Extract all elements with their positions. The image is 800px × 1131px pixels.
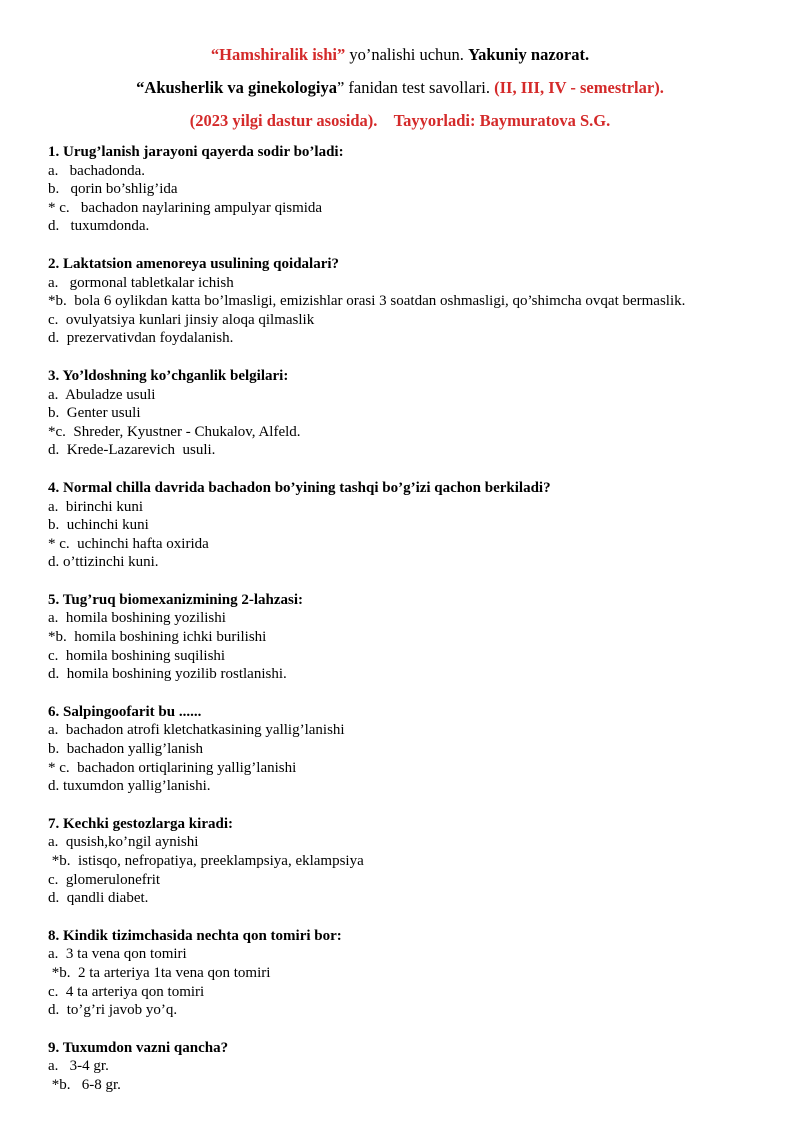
question-title: 3. Yo’ldoshning ko’chganlik belgilari: <box>48 367 289 384</box>
answer-option: *b. 6-8 gr. <box>48 1076 121 1093</box>
answer-option: d. homila boshining yozilib rostlanishi. <box>48 666 287 683</box>
program-year: (2023 yilgi dastur asosida). <box>189 111 378 130</box>
answer-option: *b. 2 ta arteriya 1ta vena qon tomiri <box>48 964 271 981</box>
header-text: fanidan test savollari. <box>344 78 495 97</box>
question-title: 9. Tuxumdon vazni qancha? <box>48 1039 229 1056</box>
answer-option: c. glomerulonefrit <box>48 871 161 888</box>
answer-option: * c. bachadon naylarining ampulyar qismida <box>48 199 323 216</box>
semesters: (II, III, IV - semestrlar). <box>494 78 664 97</box>
exam-type: Yakuniy nazorat. <box>468 45 590 64</box>
author: Tayyorladi: Baymuratova S.G. <box>377 111 611 130</box>
header-line-3 <box>0 111 800 131</box>
answer-option: d. Krede-Lazarevich usuli. <box>48 442 216 459</box>
answer-option: * c. bachadon ortiqlarining yallig’lanishi <box>48 759 297 776</box>
question-block <box>48 367 788 460</box>
question-block <box>48 479 788 572</box>
question-title: 2. Laktatsion amenoreya usulining qoidalari? <box>48 255 340 272</box>
answer-option: a. birinchi kuni <box>48 498 143 515</box>
answer-option: * c. uchinchi hafta oxirida <box>48 535 209 552</box>
header-text: yo’nalishi uchun. <box>345 45 469 64</box>
answer-option: c. homila boshining suqilishi <box>48 647 226 664</box>
specialty-title: “Hamshiralik ishi” <box>210 45 346 64</box>
question-block <box>48 255 788 348</box>
answer-option: *c. Shreder, Kyustner - Chukalov, Alfeld. <box>48 423 301 440</box>
answer-option: d. prezervativdan foydalanish. <box>48 330 234 347</box>
answer-option: d. tuxumdonda. <box>48 218 150 235</box>
answer-option: c. ovulyatsiya kunlari jinsiy aloqa qilmaslik <box>48 311 315 328</box>
question-block <box>48 591 788 684</box>
subject-name: Akusherlik va ginekologiya <box>144 78 337 97</box>
answer-option: d. o’ttizinchi kuni. <box>48 554 159 571</box>
answer-option: a. gormonal tabletkalar ichish <box>48 274 234 291</box>
answer-option: b. uchinchi kuni <box>48 517 149 534</box>
quote-close: ” <box>336 78 345 97</box>
answer-option: a. 3 ta vena qon tomiri <box>48 946 187 963</box>
answer-option: *b. bola 6 oylikdan katta bo’lmasligi, emizishlar orasi 3 soatdan oshmasligi, qo’shimcha ovqat bermaslik. <box>48 293 686 310</box>
answer-option: b. qorin bo’shlig’ida <box>48 181 178 198</box>
question-block <box>48 815 788 908</box>
answer-option: d. qandli diabet. <box>48 890 149 907</box>
quote-open: “ <box>136 78 145 97</box>
answer-option: c. 4 ta arteriya qon tomiri <box>48 983 205 1000</box>
answer-option: *b. homila boshining ichki burilishi <box>48 629 267 646</box>
answer-option: a. qusish,ko’ngil aynishi <box>48 834 199 851</box>
answer-option: *b. istisqo, nefropatiya, preeklampsiya, eklampsiya <box>48 853 364 869</box>
question-title: 6. Salpingoofarit bu ...... <box>48 703 202 720</box>
header-line-1 <box>0 45 800 65</box>
answer-option: a. bachadon atrofi kletchatkasining yallig’lanishi <box>48 722 345 739</box>
answer-option: b. Genter usuli <box>48 405 141 422</box>
question-block <box>48 703 788 796</box>
answer-option: b. bachadon yallig’lanish <box>48 741 203 758</box>
answer-option: a. 3-4 gr. <box>48 1058 109 1075</box>
answer-option: d. tuxumdon yallig’lanishi. <box>48 778 211 795</box>
answer-option: d. to’g’ri javob yo’q. <box>48 1002 178 1019</box>
question-block <box>48 143 788 236</box>
question-block <box>48 1039 788 1095</box>
question-title: 5. Tug’ruq biomexanizmining 2-lahzasi: <box>48 591 304 608</box>
answer-option: a. homila boshining yozilishi <box>48 610 226 627</box>
answer-option: a. Abuladze usuli <box>48 386 156 403</box>
question-title: 4. Normal chilla davrida bachadon bo’yining tashqi bo’g’izi qachon berkiladi? <box>48 479 551 496</box>
answer-option: a. bachadonda. <box>48 162 146 179</box>
question-title: 1. Urug’lanish jarayoni qayerda sodir bo’ladi: <box>48 144 344 160</box>
question-title: 8. Kindik tizimchasida nechta qon tomiri bor: <box>48 927 342 944</box>
question-block <box>48 927 788 1020</box>
header-line-2 <box>0 78 800 98</box>
question-list <box>48 143 788 1114</box>
question-title: 7. Kechki gestozlarga kiradi: <box>48 815 233 832</box>
